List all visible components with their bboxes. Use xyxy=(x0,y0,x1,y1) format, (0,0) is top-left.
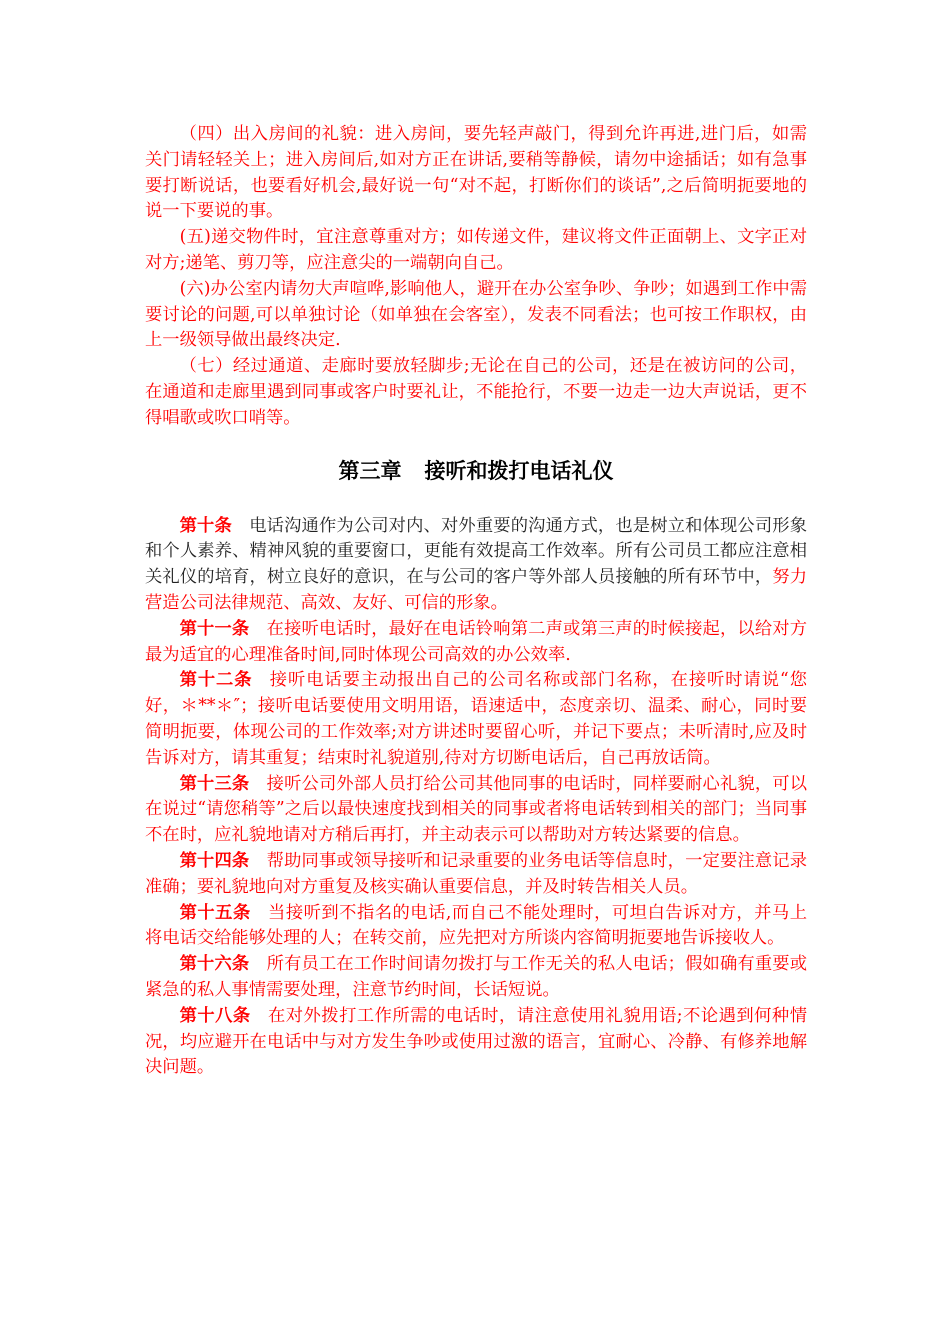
article-text: 接听公司外部人员打给公司其他同事的电话时，同样要耐心礼貌，可以在说过“请您稍等”之后以最快速度找到相关的同事或者将电话转到相关的部门；当同事不在时，应礼貌地请对方稍后再打，并主动表示可以帮助对方转达紧要的信息。 xyxy=(145,773,807,846)
article-14 xyxy=(145,849,807,901)
article-13 xyxy=(145,772,807,849)
article-label: 第十八条 xyxy=(179,1005,251,1026)
chapter-heading xyxy=(145,456,807,486)
article-18 xyxy=(145,1004,807,1081)
document-page xyxy=(145,122,807,1081)
section-phone-etiquette xyxy=(145,514,807,1082)
article-label: 第十二条 xyxy=(179,670,253,691)
article-label: 第十条 xyxy=(179,515,232,536)
paragraph-handing-items: (五)递交物件时，宜注意尊重对方；如传递文件，建议将文件正面朝上、文字正对对方;递笔、剪刀等，应注意尖的一端朝向自己。 xyxy=(145,227,807,273)
chapter-title: 接听和拨打电话礼仪 xyxy=(424,458,614,483)
paragraph-entering-room: （四）出入房间的礼貌：进入房间，要先轻声敲门，得到允许再进,进门后，如需关门请轻轻关上；进入房间后,如对方正在讲话,要稍等静候，请勿中途插话；如有急事要打断说话，也要看好机会,最好说一句“对不起，打断你们的谈话”,之后简明扼要地的说一下要说的事。 xyxy=(145,124,807,222)
article-12 xyxy=(145,668,807,771)
chapter-number: 第三章 xyxy=(338,458,402,483)
article-15 xyxy=(145,901,807,953)
paragraph-corridors: （七）经过通道、走廊时要放轻脚步;无论在自己的公司，还是在被访问的公司，在通道和走廊里遇到同事或客户时要礼让，不能抢行，不要一边走一边大声说话，更不得唱歌或吹口哨等。 xyxy=(145,356,807,428)
article-label: 第十五条 xyxy=(179,902,251,923)
article-text-highlight: 努力营造公司法律规范、高效、友好、可信的形象。 xyxy=(145,567,807,613)
article-11 xyxy=(145,617,807,669)
article-text: 当接听到不指名的电话,而自己不能处理时，可坦白告诉对方，并马上将电话交给能够处理的人；在转交前，应先把对方所谈内容简明扼要地告诉接收人。 xyxy=(145,902,807,949)
paragraph-no-noise: (六)办公室内请勿大声喧哗,影响他人，避开在办公室争吵、争吵；如遇到工作中需要讨论的问题,可以单独讨论（如单独在会客室），发表不同看法；也可按工作职权，由上一级领导做出最终决定. xyxy=(145,278,807,351)
article-text: 在对外拨打工作所需的电话时，请注意使用礼貌用语;不论遇到何种情况，均应避开在电话中与对方发生争吵或使用过激的语言，宜耐心、冷静、有修养地解决问题。 xyxy=(145,1005,807,1078)
article-text: 接听电话要主动报出自己的公司名称或部门名称，在接听时请说“您好，＊**＊″；接听电话要使用文明用语，语速适中，态度亲切、温柔、耐心，同时要简明扼要，体现公司的工作效率;对方讲述时要留心听，并记下要点；未听清时,应及时告诉对方，请其重复；结束时礼貌道别,待对方切断电话后，自己再放话筒。 xyxy=(145,670,807,768)
article-label: 第十一条 xyxy=(179,618,250,639)
article-label: 第十六条 xyxy=(179,954,250,975)
article-16 xyxy=(145,952,807,1004)
article-text: 所有员工在工作时间请勿拨打与工作无关的私人电话；假如确有重要或紧急的私人事情需要处理，注意节约时间，长话短说。 xyxy=(145,954,807,1000)
section-office-etiquette xyxy=(145,122,807,432)
article-text: 在接听电话时，最好在电话铃响第二声或第三声的时候接起，以给对方最为适宜的心理准备时间,同时体现公司高效的办公效率. xyxy=(145,618,807,665)
article-text: 帮助同事或领导接听和记录重要的业务电话等信息时，一定要注意记录准确；要礼貌地向对方重复及核实确认重要信息，并及时转告相关人员。 xyxy=(145,850,807,897)
article-10 xyxy=(145,514,807,617)
article-label: 第十三条 xyxy=(179,773,250,794)
article-text: 电话沟通作为公司对内、对外重要的沟通方式，也是树立和体现公司形象和个人素养、精神风貌的重要窗口，更能有效提高工作效率。所有公司员工都应注意相关礼仪的培育，树立良好的意识，在与公司的客户等外部人员接触的所有环节中， xyxy=(145,515,807,588)
article-label: 第十四条 xyxy=(179,850,250,871)
